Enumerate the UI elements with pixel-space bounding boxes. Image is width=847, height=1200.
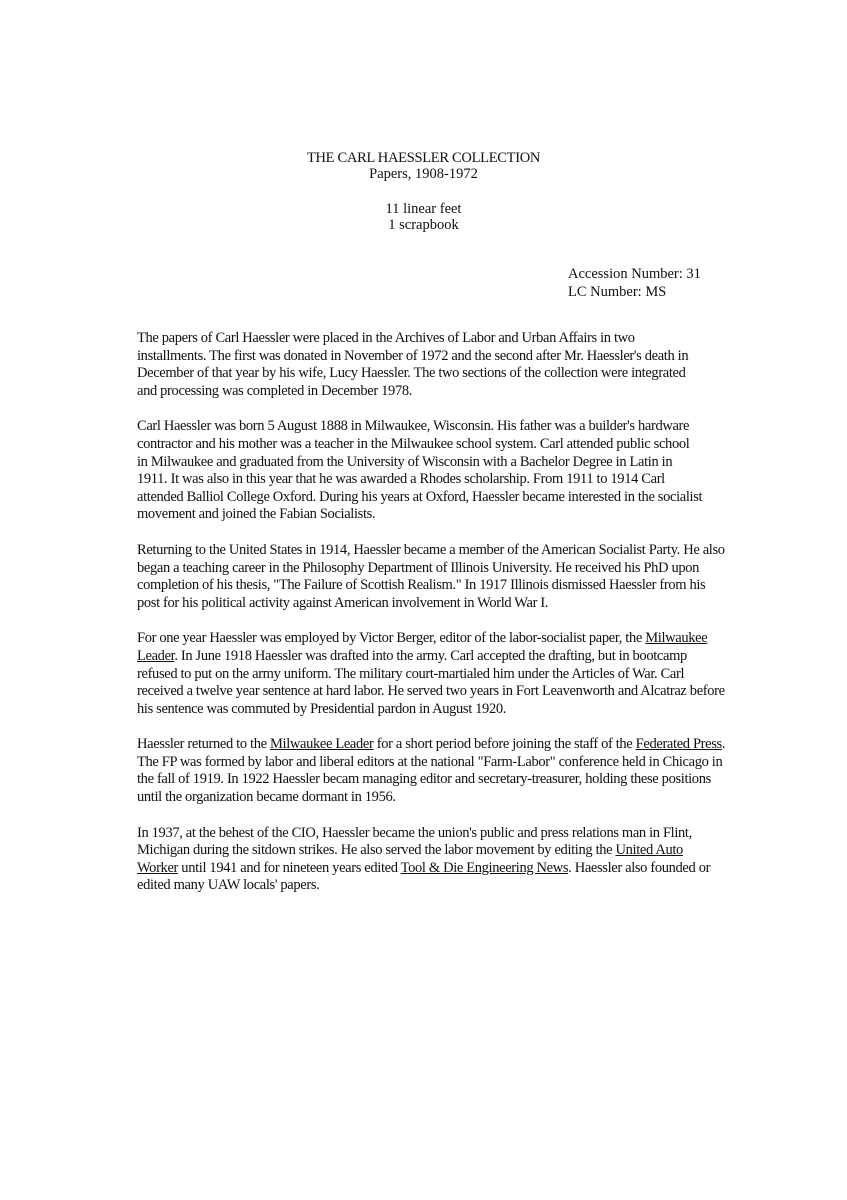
text-line: the fall of 1919. In 1922 Haessler becam managing editor and secretary-treasurer, holding these positions (137, 771, 711, 788)
text-segment: until 1941 and for nineteen years edited (178, 859, 401, 876)
text-line: In 1937, at the behest of the CIO, Haessler became the union's public and press relations man in Flint, (137, 824, 692, 841)
text-line: received a twelve year sentence at hard labor. He served two years in Fort Leavenworth and Alcatraz before (137, 683, 725, 700)
publication-title: Milwaukee (645, 630, 708, 647)
text-segment: Michigan during the sitdown strikes. He also served the labor movement by editing the (137, 842, 616, 859)
publication-title: Worker (137, 859, 179, 876)
text-segment: for a short period before joining the staff of the (373, 736, 636, 753)
extent-scrapbook: 1 scrapbook (388, 217, 459, 233)
text-line: Carl Haessler was born 5 August 1888 in Milwaukee, Wisconsin. His father was a builder's hardware (137, 418, 690, 435)
collection-header (0, 150, 847, 182)
text-line: The papers of Carl Haessler were placed in the Archives of Labor and Urban Affairs in two (137, 330, 635, 346)
publication-title: Leader (137, 647, 175, 664)
publication-title: Tool & Die Engineering News (400, 859, 569, 876)
text-segment: . Haessler also founded or (568, 859, 711, 876)
text-line: began a teaching career in the Philosophy Department of Illinois University. He received his PhD upon (137, 559, 700, 576)
text-line (137, 860, 777, 878)
text-line: in Milwaukee and graduated from the University of Wisconsin with a Bachelor Degree in Latin in (137, 453, 673, 470)
text-line: refused to put on the army uniform. The military court-martialed him under the Articles of War. Carl (137, 665, 685, 682)
text-line: December of that year by his wife, Lucy Haessler. The two sections of the collection were integrated (137, 365, 686, 382)
text-line: until the organization became dormant in 1956. (137, 789, 396, 806)
text-segment: . (721, 736, 726, 753)
text-line: his sentence was commuted by Presidential pardon in August 1920. (137, 700, 507, 717)
biographical-sketch (137, 330, 777, 913)
text-segment: Haessler returned to the (137, 736, 270, 753)
collection-title: THE CARL HAESSLER COLLECTION (306, 150, 541, 166)
text-line (137, 648, 777, 666)
publication-title: Federated Press (635, 736, 722, 753)
text-line: completion of his thesis, "The Failure of Scottish Realism." In 1917 Illinois dismissed Haessler from his (137, 577, 706, 594)
text-line (137, 842, 777, 860)
paragraph-federated-press (137, 736, 777, 806)
text-line: The FP was formed by labor and liberal editors at the national "Farm-Labor" conference held in Chicago in (137, 753, 723, 770)
paragraph-teaching-career (137, 542, 777, 612)
text-line: Returning to the United States in 1914, Haessler became a member of the American Socialist Party. He also (137, 541, 725, 558)
text-line: and processing was completed in December 1978. (137, 382, 413, 399)
text-line: post for his political activity against American involvement in World War I. (137, 594, 549, 611)
collection-subtitle: Papers, 1908-1972 (369, 166, 478, 182)
text-segment: . In June 1918 Haessler was drafted into the army. Carl accepted the drafting, but in bootcamp (174, 647, 687, 664)
extent-linear-feet: 11 linear feet (385, 201, 462, 217)
paragraph-donation (137, 330, 777, 400)
text-line (137, 630, 777, 648)
text-line: 1911. It was also in this year that he was awarded a Rhodes scholarship. From 1911 to 1914 Carl (137, 471, 665, 488)
paragraph-imprisonment (137, 630, 777, 718)
accession-block (568, 265, 701, 301)
accession-number: Accession Number: 31 (568, 266, 701, 282)
collection-extent (0, 201, 847, 233)
text-line: contractor and his mother was a teacher in the Milwaukee school system. Carl attended public school (137, 435, 690, 452)
paragraph-early-life (137, 418, 777, 524)
text-line: attended Balliol College Oxford. During his years at Oxford, Haessler became interested in the socialist (137, 488, 703, 505)
publication-title: United Auto (615, 842, 683, 859)
text-line: movement and joined the Fabian Socialists. (137, 506, 376, 523)
publication-title: Milwaukee Leader (269, 736, 374, 753)
text-line: edited many UAW locals' papers. (137, 877, 320, 894)
text-line: installments. The first was donated in November of 1972 and the second after Mr. Haessler's death in (137, 347, 689, 364)
paragraph-uaw (137, 825, 777, 895)
lc-number: LC Number: MS (568, 284, 667, 300)
text-line (137, 736, 777, 754)
text-segment: For one year Haessler was employed by Victor Berger, editor of the labor-socialist paper, the (137, 630, 646, 647)
